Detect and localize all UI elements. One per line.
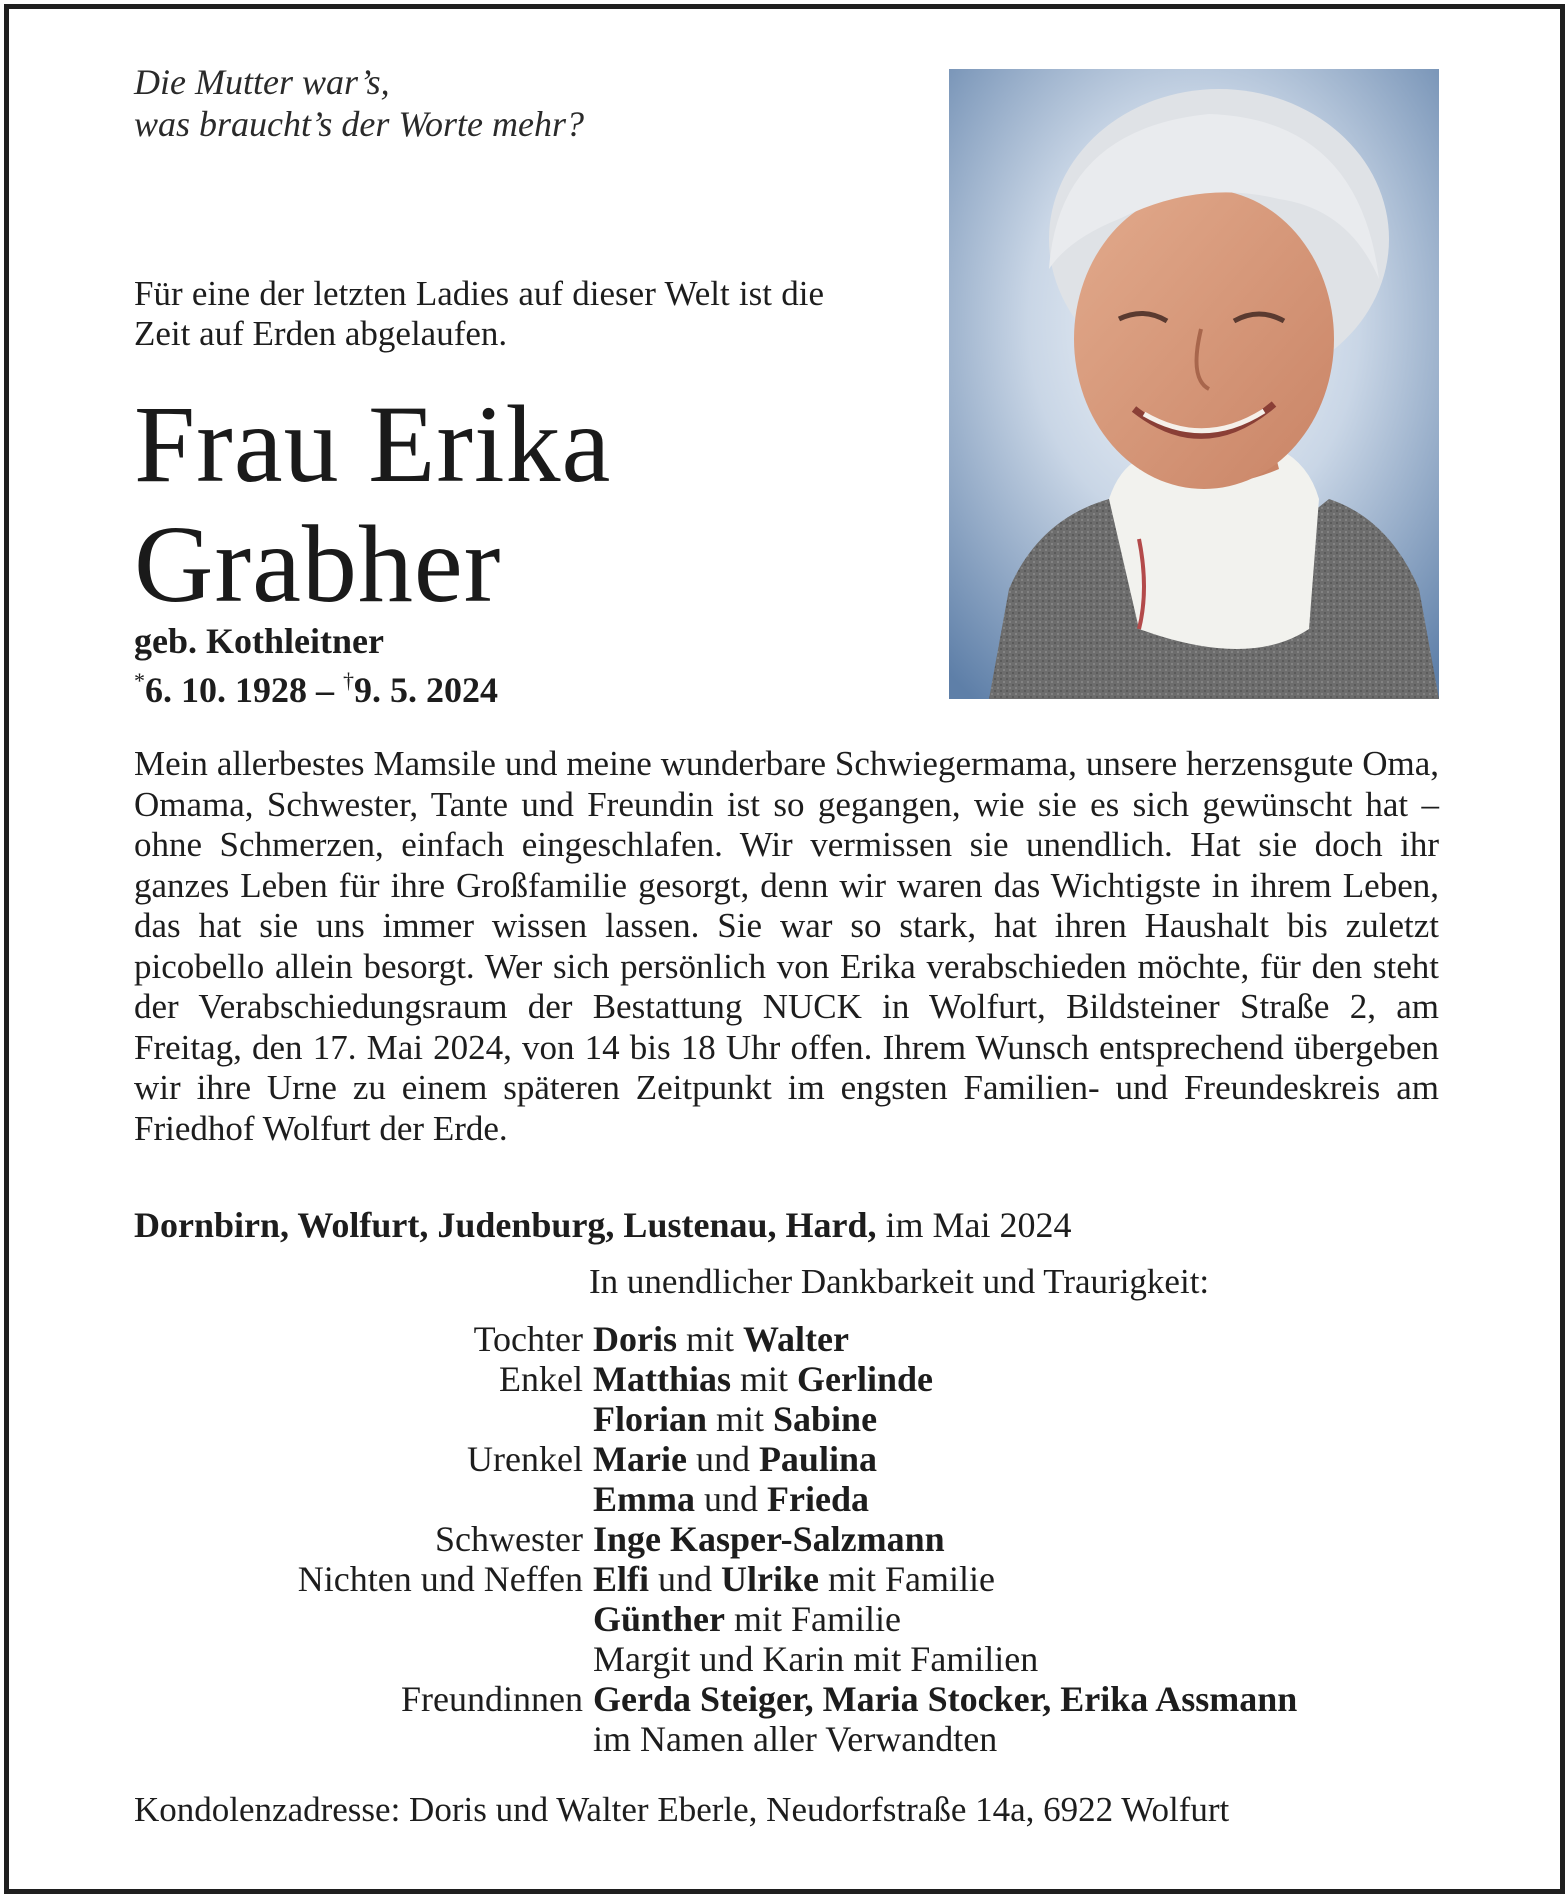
thanks-line: In unendlicher Dankbarkeit und Traurigkeit: <box>589 1262 1210 1301</box>
mourner-name: Gerlinde <box>797 1359 933 1399</box>
mourner-names <box>593 1479 869 1519</box>
mourner-row <box>134 1399 1454 1439</box>
mourner-row <box>134 1599 1454 1639</box>
mourner-role: Freundinnen <box>401 1679 583 1719</box>
mourner-names <box>593 1319 849 1359</box>
mourner-names <box>593 1519 945 1559</box>
mourner-connector: im Namen aller Verwandten <box>593 1719 998 1759</box>
mourner-role <box>134 1399 593 1439</box>
mourner-role <box>134 1479 593 1519</box>
mourner-names <box>593 1639 1038 1679</box>
name-line-2: Grabher <box>134 503 502 625</box>
obituary-body: Mein allerbestes Mamsile und meine wunderbare Schwiegermama, unsere herzensgute Oma, Omama, Schwester, Tante und Freundin ist so gegangen, wie sie es sich gewünscht hat – ohne Schmerzen, einfach eingeschlafen. Wir vermissen sie unendlich. Hat sie doch ihr ganzes Leben für ihre Großfamilie gesorgt, denn wir waren das Wichtigste in ihrem Leben, das hat sie uns immer wissen lassen. Sie war so stark, hat ihren Haushalt bis zuletzt picobello allein besorgt. Wer sich persönlich von Erika verabschieden möchte, für den steht der Verabschiedungsraum der Bestattung NUCK in Wolfurt, Bildsteiner Straße 2, am Freitag, den 17. Mai 2024, von 14 bis 18 Uhr offen. Ihrem Wunsch entsprechend übergeben wir ihre Urne zu einem späteren Zeitpunkt im engsten Familien- und Freundeskreis am Friedhof Wolfurt der Erde. <box>134 744 1439 1148</box>
motto-line-1: Die Mutter war’s, <box>134 62 390 102</box>
mourner-name: Ulrike <box>721 1559 819 1599</box>
mourner-names <box>593 1559 995 1599</box>
mourner-row <box>134 1359 1454 1399</box>
mourner-role <box>134 1599 593 1639</box>
mourner-name: Paulina <box>758 1439 877 1479</box>
places-line <box>134 1204 1071 1246</box>
condolence-address: Kondolenzadresse: Doris und Walter Eberle, Neudorfstraße 14a, 6922 Wolfurt <box>134 1790 1230 1829</box>
date-separator: – <box>307 670 343 710</box>
deceased-name <box>134 384 611 624</box>
mourner-row <box>134 1679 1454 1719</box>
mourner-name: Doris <box>593 1319 677 1359</box>
mourners-list <box>134 1319 1454 1759</box>
mourner-role: Urenkel <box>467 1439 583 1479</box>
mourner-row <box>134 1639 1454 1679</box>
portrait-photo <box>949 69 1439 699</box>
mourner-role: Nichten und Neffen <box>297 1559 583 1599</box>
mourner-connector: und <box>695 1479 767 1519</box>
intro-text: Für eine der letzten Ladies auf dieser Welt ist die Zeit auf Erden abgelaufen. <box>134 274 824 353</box>
mourner-name: Elfi <box>593 1559 650 1599</box>
mourner-connector: mit <box>731 1359 798 1399</box>
mourner-name: Emma <box>593 1479 695 1519</box>
maiden-name: geb. Kothleitner <box>134 621 384 661</box>
life-dates <box>134 661 498 710</box>
mourner-name: Inge Kasper-Salzmann <box>593 1519 945 1559</box>
mourner-connector: mit Familie <box>725 1599 902 1639</box>
mourner-name: Sabine <box>773 1399 878 1439</box>
mourner-role: Enkel <box>499 1359 583 1399</box>
mourner-row <box>134 1559 1454 1599</box>
mourner-row <box>134 1439 1454 1479</box>
mourner-names <box>593 1439 877 1479</box>
mourner-row <box>134 1719 1454 1759</box>
mourner-names <box>593 1719 997 1759</box>
places-towns: Dornbirn, Wolfurt, Judenburg, Lustenau, Hard, <box>134 1205 877 1245</box>
mourner-connector: mit Familie <box>819 1559 995 1599</box>
death-date: 9. 5. 2024 <box>354 670 498 710</box>
obituary-frame <box>4 4 1565 1894</box>
mourner-name: Matthias <box>593 1359 731 1399</box>
motto <box>134 61 584 145</box>
name-line-1: Frau Erika <box>134 383 612 505</box>
mourner-name: Frieda <box>767 1479 869 1519</box>
mourner-connector: und <box>649 1559 722 1599</box>
mourner-row <box>134 1479 1454 1519</box>
mourner-name: Marie <box>593 1439 687 1479</box>
mourner-name: Florian <box>593 1399 707 1439</box>
mourner-connector: und <box>686 1439 759 1479</box>
mourner-role <box>134 1719 593 1759</box>
motto-line-2: was braucht’s der Worte mehr? <box>134 104 585 144</box>
mourner-connector: mit <box>707 1399 774 1439</box>
death-symbol: † <box>343 668 354 693</box>
mourner-names <box>593 1599 901 1639</box>
mourner-role <box>134 1639 593 1679</box>
mourner-name: Gerda Steiger, Maria Stocker, Erika Assmann <box>593 1679 1298 1719</box>
mourner-name: Günther <box>593 1599 726 1639</box>
mourner-role: Tochter <box>473 1319 583 1359</box>
mourner-connector: Margit und Karin mit Familien <box>593 1639 1039 1679</box>
mourner-names <box>593 1679 1297 1719</box>
places-date: im Mai 2024 <box>876 1205 1072 1245</box>
birth-date: 6. 10. 1928 <box>145 670 307 710</box>
birth-symbol: * <box>134 668 145 693</box>
mourner-name: Walter <box>743 1319 849 1359</box>
mourner-connector: mit <box>677 1319 744 1359</box>
mourner-names <box>593 1359 933 1399</box>
mourner-names <box>593 1399 877 1439</box>
mourner-row <box>134 1319 1454 1359</box>
mourner-role: Schwester <box>435 1519 583 1559</box>
mourner-row <box>134 1519 1454 1559</box>
